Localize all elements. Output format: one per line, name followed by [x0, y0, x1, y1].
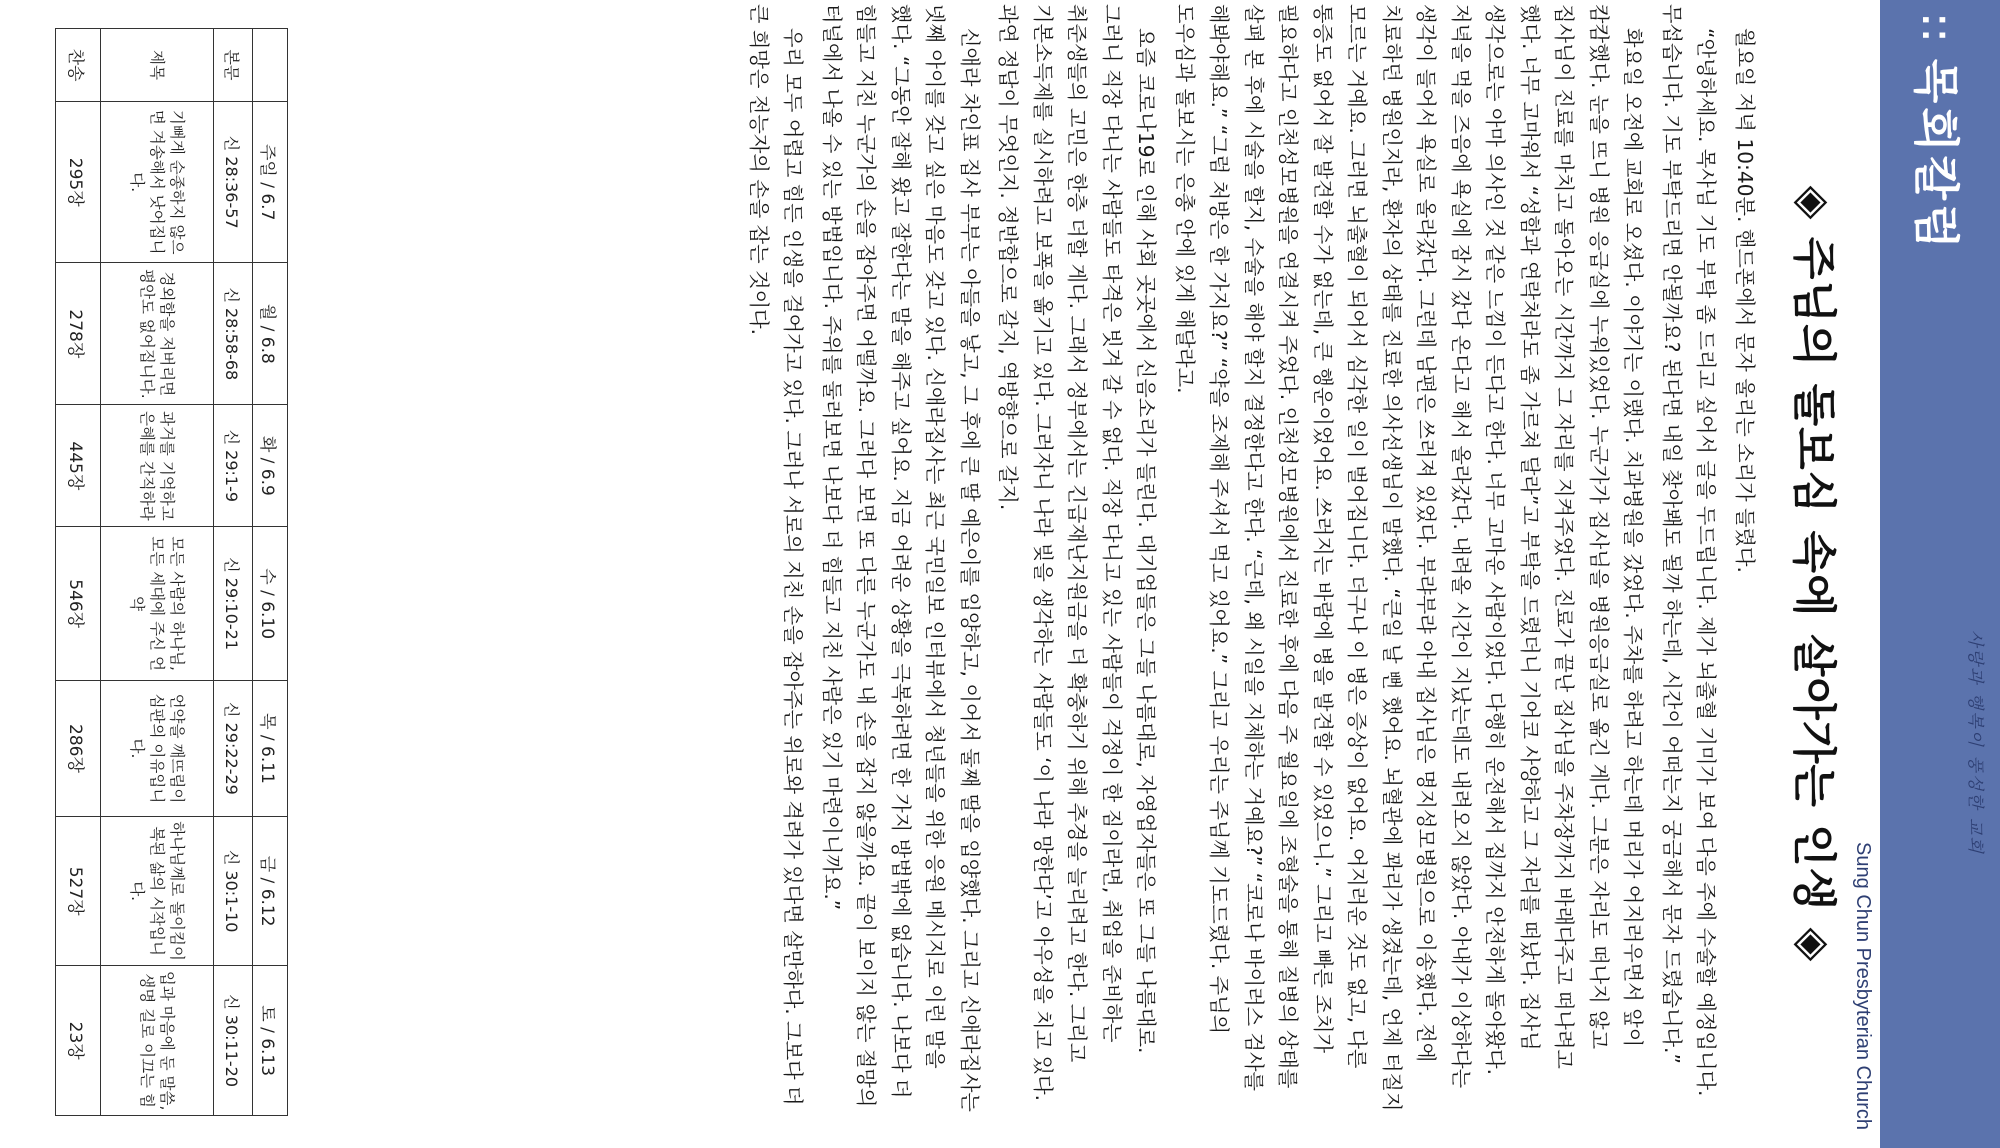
hymn-cell: 445장 [56, 405, 101, 527]
day-cell: 금 / 6.12 [253, 816, 288, 965]
passage-cell: 신 30:11-20 [214, 966, 253, 1116]
row-header: 제목 [101, 29, 214, 102]
topic-cell: 입과 마음에 둔 말씀, 생명 길로 이끄는 힘 [101, 966, 214, 1116]
schedule-passage-row [214, 29, 253, 1116]
header-band [1880, 0, 2000, 1148]
hymn-cell: 278장 [56, 263, 101, 405]
article-title: ◈ 주님의 돌보심 속에 살아가는 인생 ◈ [1788, 185, 1839, 963]
section-title [1906, 14, 1972, 253]
bible-reading-schedule [55, 28, 288, 1116]
paragraph: 신애라 차인표 집사 부부는 아들을 낳고, 그 후에 큰 딸 예은이를 입양하고, 이어서 둘째 딸을 입양했다. 그리고 신애라집사는 넷째 아이를 갖고 싶은 마음도 갖고 있다. 신애라집사는 최근 국민일보 인터뷰에서 청년들을 위한 응원 메시지로 이런 말을 했다. “그동안 잘해 왔고 잘한다는 말을 해주고 싶어요. 지금 어려운 상황을 극복하려면 한 가지 방법밖에 없습니다. 나보다 더 힘들고 지친 누군가의 손을 잡아주면 어떨까요. 그러다 보면 또 다른 누군가도 내 손을 잡지 않을까요. 끝이 보이지 않는 절망의 터널에서 나올 수 있는 방법입니다. 주위를 둘러보면 나보다 더 힘들고 지친 사람은 있기 마련이니까요.” [820, 4, 982, 1112]
passage-cell: 신 29:10-21 [214, 527, 253, 681]
paragraph: 화요일 오전에 교회로 오셨다. 이야기는 이랬다. 치과병원을 갔었다. 주차를 하려고 하는데 머리가 어지러우면서 앞이 캄캄했다. 눈을 뜨니 병원 응급실에 누워있었다. 누군가가 집사님을 병원응급실로 옮긴 게다. 그분은 자리도 떠나지 않고 집사님이 진료를 마치고 돌아오는 시간까지 그 자리를 지켜주었다. 진료가 끝난 집사님을 주차장까지 바래다주고 떠나려고 했다. 너무 고마워서 “성함과 연락처라도 좀 가르쳐 달라”고 부탁을 드렸더니 기어코 사양하고 그 자리를 떠났다. 집사님 생각으로는 아마 의사인 것 같은 느낌이 든다고 한다. 너무 고마운 사람이었다. 다행히 운전해서 집까지 안전하게 돌아왔다. 저녁을 먹을 즈음에 욕실에 잠시 갔다 온다고 해서 올라갔다. 내려올 시간이 지났는데도 내려오지 않았다. 아내가 이상하다는 생각이 들어서 욕실로 올라갔다. 그런데 남편은 쓰러져 있었다. 부랴부랴 아내 집사님은 명지성모병원으로 이송했다. 전에 치료하던 병원인지라, 환자의 상태를 진료한 의사선생님이 말했다. “큰일 날 뻔 했어요. 뇌혈관에 꽈리가 생겼는데, 언제 터질지 모르는 거예요. 그러면 뇌출혈이 되어서 심각한 일이 벌어집니다. 더구나 이 병은 증상이 없어요. 어지러운 것도 없고, 다른 통증도 없어서 잘 발견할 수가 없는데, 큰 행운이었어요. 쓰러지는 바람에 병을 발견할 수 있었으니.” 그리고 빠른 조치가 필요하다고 인천성모병원을 연결시켜 주었다. 인천성모병원에서 진료한 후에 다음 주 월요일에 조형술을 통해 질병의 상태를 살펴 본 후에 시술을 할지, 수술을 해야 할지 결정한다고 한다. “근데, 왜 시일을 지체하는 거예요?” “코로나 바이러스 검사를 해봐야해요.” “그럼 처방은 한 가지요?” “약을 조제해 주셔서 먹고 있어요.” 그리고 우리는 주님께 기도드렸다. 주님의 도우심과 돌보시는 은총 안에 있게 해달라고. [1173, 4, 1646, 1112]
row-header: 찬송 [56, 29, 101, 102]
row-header: 본문 [214, 29, 253, 102]
topic-cell: 과거를 기억하고 은혜를 간직하라 [101, 405, 214, 527]
schedule-hymn-row [56, 29, 101, 1116]
passage-cell: 신 29:1-9 [214, 405, 253, 527]
article-body [738, 4, 1763, 1114]
day-cell: 주일 / 6.7 [253, 102, 288, 263]
church-name: Sung Chun Presbyterian Church [1852, 842, 1874, 1130]
section-title-text: 목회칼럼 [1909, 58, 1963, 253]
hymn-cell: 295장 [56, 102, 101, 263]
topic-cell: 경외함을 저버리면 평안도 없어집니다. [101, 263, 214, 405]
paragraph: 우리 모두 어렵고 힘든 인생을 걸어가고 있다. 그러나 서로의 지친 손을 잡아주는 위로와 격려가 있다면 살만하다. 그보다 더 큰 희망은 전능자의 손을 잡는 것이다. [747, 4, 806, 1106]
hymn-cell: 546장 [56, 527, 101, 681]
topic-cell: 기뻐게 순종하지 않으면 겨송해서 낫어집니다. [101, 102, 214, 263]
hymn-cell: 286장 [56, 680, 101, 816]
day-cell: 월 / 6.8 [253, 263, 288, 405]
passage-cell: 신 28:36-57 [214, 102, 253, 263]
row-header [253, 29, 288, 102]
hymn-cell: 23장 [56, 966, 101, 1116]
paragraph: “안녕하세요. 목사님 기도 부탁 좀 드리고 싶어서 글을 두드립니다. 제가 뇌출혈 기미가 보여 다음 주에 수술할 예정입니다. 무섭습니다. 기도 부탁드리면 안될까요? 된다면 내일 찾아봬도 될까 하는데, 시간이 어떠는지 궁금해서 문자 드렸습니다.” [1660, 4, 1719, 1097]
schedule-topic-row [101, 29, 214, 1116]
topic-cell: 언약을 깨뜨림이 심판의 이유입니다. [101, 680, 214, 816]
church-motto: 사랑과 행복이 풍성한 교회 [1965, 630, 1985, 855]
schedule-day-row [253, 29, 288, 1116]
bullet-dots-icon: ⁚⁚ [1915, 14, 1950, 45]
passage-cell: 신 28:58-68 [214, 263, 253, 405]
paragraph: 요즘 코로나19로 인해 사회 곳곳에서 신음소리가 들린다. 대기업들은 그들 나름대로, 자영업자들은 또 그들 나름대로. 그러니 직장 다니는 사람들도 타격은 빗겨 갈 수 없다. 직장 다니고 있는 사람들이 걱정이 한 짐이라면, 취업을 준비하는 취준생들의 고민은 한층 더할 게다. 그래서 정부에서는 긴급재난지원금을 더 확충하기 위해 추경을 늘리려고 한다. 그리고 기본소득제를 실시하려고 보폭을 옮기고 있다. 그러자니 나라 빚을 생각하는 사람들도 ‘이 나라 망한다’고 아우성을 치고 있다. 과연 정답이 무엇인지. 정반합으로 갈지, 역방향으로 갈지. [996, 4, 1159, 1101]
topic-cell: 모든 사람의 하나님, 모든 세대에 주신 언약 [101, 527, 214, 681]
passage-cell: 신 30:1-10 [214, 816, 253, 965]
day-cell: 수 / 6.10 [253, 527, 288, 681]
day-cell: 토 / 6.13 [253, 966, 288, 1116]
passage-cell: 신 29:22-29 [214, 680, 253, 816]
day-cell: 화 / 6.9 [253, 405, 288, 527]
hymn-cell: 527장 [56, 816, 101, 965]
paragraph: 월요일 저녁 10:40분. 핸드폰에서 문자 울리는 소리가 들렸다. [1733, 28, 1757, 573]
day-cell: 목 / 6.11 [253, 680, 288, 816]
topic-cell: 하나님께로 돌이킴이 복된 삶의 시작입니다. [101, 816, 214, 965]
